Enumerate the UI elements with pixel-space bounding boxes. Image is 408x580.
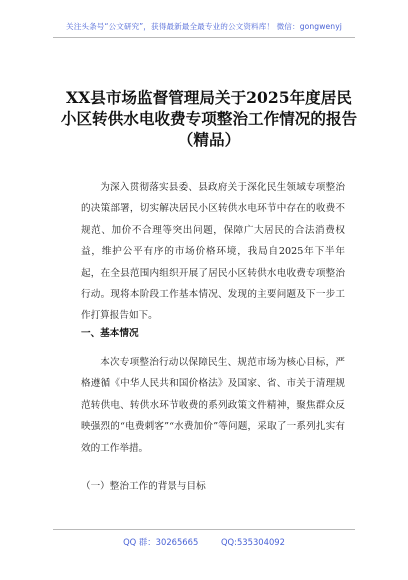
footer-divider [53,529,355,530]
footer-qq-number: QQ:535304092 [220,537,285,547]
title-line-1: XX县市场监督管理局关于2025年度居民 [66,88,352,107]
header-divider [53,37,355,38]
subsection-heading: （一）整治工作的背景与目标 [81,481,206,492]
header-banner: 关注头条号“公文研究”，获得最新最全最专业的公文资料库！ 微信：gongwenyj [66,22,342,31]
title-line-3: （精品） [177,130,241,149]
title-line-2: 小区转供水电收费专项整治工作情况的报告 [60,109,358,128]
footer [0,536,408,548]
section-paragraph-block [81,352,345,459]
intro-paragraph-block [81,177,345,327]
footer-qq-group: QQ 群：30265665 [123,537,199,547]
intro-paragraph: 为深入贯彻落实县委、县政府关于深化民生领域专项整治的决策部署，切实解决居民小区转供水电环节中存在的收费不规范、加价不合理等突出问题，保障广大居民的合法消费权益，维护公平有序的市场价格环境，我局自2025年下半年起，在全县范围内组织开展了居民小区转供水电收费专项整治行动。现将本阶段工作基本情况、发现的主要问题及下一步工作打算报告如下。 [81,182,345,322]
section-paragraph: 本次专项整治行动以保障民生、规范市场为核心目标，严格遵循《中华人民共和国价格法》及国家、省、市关于清理规范转供电、转供水环节收费的系列政策文件精神，聚焦群众反映强烈的“电费刺客”“水费加价”等问题，采取了一系列扎实有效的工作举措。 [81,357,345,454]
document-title [58,87,360,150]
section-heading: 一、基本情况 [81,328,139,339]
